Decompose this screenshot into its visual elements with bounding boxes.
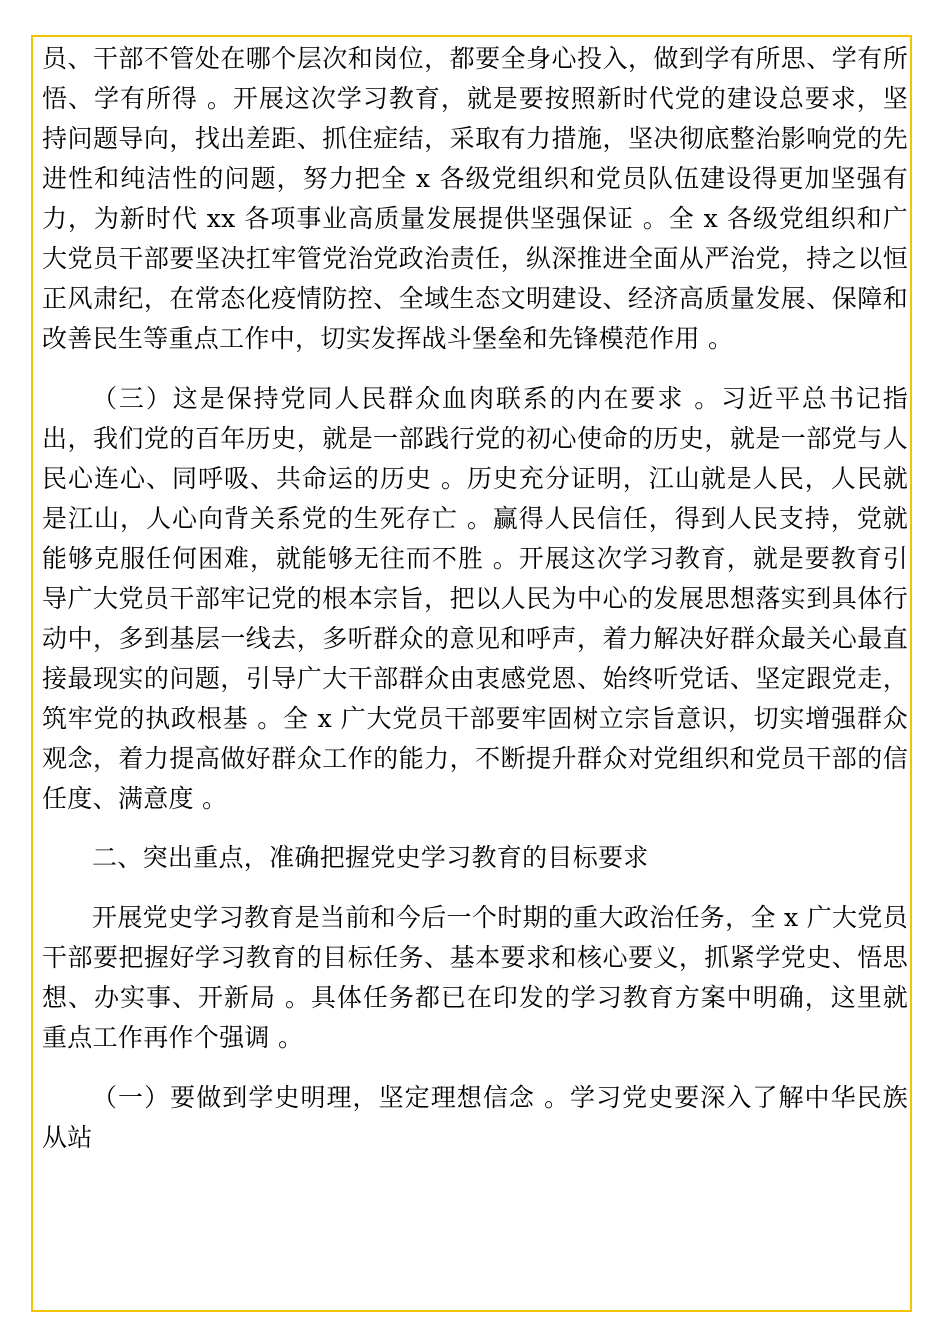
section-heading-two: 二、突出重点，准确把握党史学习教育的目标要求 — [92, 843, 649, 872]
paragraph-continuation: 员、干部不管处在哪个层次和岗位，都要全身心投入，做到学有所思、学有所悟、学有所得 。开展这次学习教育，就是要按照新时代党的建设总要求，坚持问题导向，找出差距、抓住症结，采取有力措施，坚决彻底整治影响党的先进性和纯洁性的问题，努力把全 x 各级党组织和党员队伍建设得更加坚强有力，为新时代 xx 各项事业高质量发展提供坚强保证 。全 x 各级党组织和广大党员干部要坚决扛牢管党治党政治责任，纵深推进全面从严治党，持之以恒正风肃纪，在常态化疫情防控、全域生态文明建设、经济高质量发展、保障和改善民生等重点工作中，切实发挥战斗堡垒和先锋模范作用 。 — [42, 44, 908, 353]
paragraph-section-three: （三）这是保持党同人民群众血肉联系的内在要求 。习近平总书记指出，我们党的百年历史，就是一部践行党的初心使命的历史，就是一部党与人民心连心、同呼吸、共命运的历史 。历史充分证明，江山就是人民，人民就是江山，人心向背关系党的生死存亡 。赢得人民信任，得到人民支持，党就能够克服任何困难，就能够无往而不胜 。开展这次学习教育，就是要教育引导广大党员干部牢记党的根本宗旨，把以人民为中心的发展思想落实到具体行动中，多到基层一线去，多听群众的意见和呼声，着力解决好群众最关心最直接最现实的问题，引导广大干部群众由衷感党恩、始终听党话、坚定跟党走，筑牢党的执政根基 。全 x 广大党员干部要牢固树立宗旨意识，切实增强群众观念，着力提高做好群众工作的能力，不断提升群众对党组织和党员干部的信任度、满意度 。 — [42, 384, 908, 813]
paragraph-section-two-intro: 开展党史学习教育是当前和今后一个时期的重大政治任务，全 x 广大党员干部要把握好学习教育的目标任务、基本要求和核心要义，抓紧学党史、悟思想、办实事、开新局 。具体任务都已在印发的学习教育方案中明确，这里就重点工作再作个强调 。 — [42, 903, 908, 1052]
document-body — [42, 39, 908, 1158]
paragraph-subsection-one: （一）要做到学史明理，坚定理想信念 。学习党史要深入了解中华民族从站 — [42, 1083, 908, 1152]
